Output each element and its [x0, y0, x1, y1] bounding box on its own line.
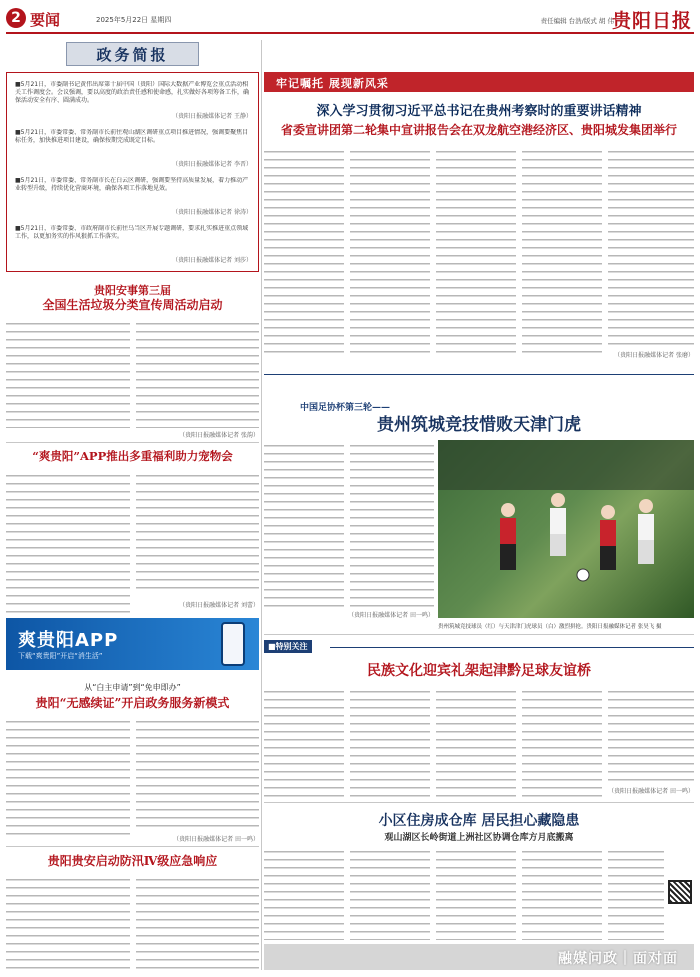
footer-banner [264, 944, 694, 970]
masthead [6, 6, 694, 34]
article-body [522, 846, 602, 940]
article-headline: 小区住房成仓库 居民担心藏隐患 [378, 813, 580, 829]
article-headline: “爽贵阳”APP推出多重福利助力宠物会 [32, 449, 233, 463]
article-body [136, 318, 259, 428]
section-rule [330, 647, 694, 648]
divider [264, 374, 694, 375]
qr-code-icon[interactable] [668, 880, 692, 904]
article-body [6, 874, 130, 970]
footer-banner-text: 融媒问政｜面对面 [558, 951, 678, 967]
article-body [136, 470, 259, 590]
article-byline: （贵阳日报融媒体记者 刘蕾） [179, 602, 259, 609]
gov-brief-item: ■5月21日，市委副书记黄伟出席第十届中国（贵阳）国际大数据产业博览会重点活动相关工作调度会。会议强调，要以高度的政治责任感和使命感，扎实做好各项筹备工作，确保活动安全有序、圆满成功。 （贵阳日报融媒体记者 王静） [15, 81, 252, 120]
article-headline: 贵阳“无感续证”开启政务服务新模式 [35, 696, 230, 710]
app-ad-title: 爽贵阳APP [18, 630, 119, 651]
issue-date: 2025年5月22日 星期四 [96, 16, 172, 24]
article-body [350, 146, 430, 356]
article-body [350, 686, 430, 798]
football-match-photo [438, 440, 694, 618]
article-body [608, 686, 694, 782]
article-body [608, 846, 664, 940]
article-byline: （贵阳日报融媒体记者 张磨） [614, 352, 694, 359]
app-ad-subtitle: 下载“爽贵阳”开启“消生活” [18, 652, 103, 660]
lead-banner-text: 牢记嘱托 展现新风采 [276, 77, 389, 90]
phone-icon [221, 622, 245, 666]
article-headline: 贵阳安事第三届 [94, 284, 171, 297]
article-body [350, 846, 430, 940]
article-subheadline: 观山湖区长岭街道上洲社区协调仓库方月底搬离 [384, 833, 574, 843]
article-body [264, 686, 344, 798]
divider [264, 802, 694, 803]
article-headline: 民族文化迎宾礼架起津黔足球友谊桥 [367, 663, 591, 679]
article-body [136, 716, 259, 832]
article-body [350, 440, 434, 608]
article-kicker: 中国足协杯第三轮—— [300, 403, 391, 413]
app-advertisement[interactable] [6, 618, 259, 670]
article-body [436, 686, 516, 798]
article-body [6, 716, 130, 838]
article-headline: 全国生活垃圾分类宣传周活动启动 [42, 298, 223, 312]
divider [264, 634, 694, 635]
players-illustration [438, 440, 694, 618]
article-body [436, 846, 516, 940]
article-kicker: 从“白主申请”到“免申即办” [84, 683, 181, 692]
article-byline: （贵阳日报融媒体记者 田一鸣） [173, 836, 259, 843]
newspaper-logo: 贵阳日报 [611, 10, 692, 32]
divider [6, 442, 259, 443]
page-name: 要闻 [30, 11, 61, 29]
article-body [136, 874, 259, 970]
article-headline: 贵州筑城竞技惜败天津门虎 [377, 415, 581, 435]
article-body [264, 846, 344, 940]
gov-brief-item: ■5月21日，市委常委、常务副市长在白云区调研，强调要坚持高质量发展，着力推动产业转型升级，持续优化营商环境，确保各项工作落地见效。 （贵阳日报融媒体记者 徐涛） [15, 177, 252, 216]
column-divider [261, 40, 262, 970]
divider [6, 846, 259, 847]
article-body [436, 146, 516, 356]
article-byline: （贵阳日报融媒体记者 田一鸣） [608, 788, 694, 795]
page-number: 2 [6, 8, 26, 28]
article-byline: （贵阳日报融媒体记者 田一鸣） [348, 612, 434, 619]
editors-credit: 责任编辑 台浩/版式 胡 伟 [540, 17, 614, 25]
lead-banner [264, 72, 694, 92]
article-body [6, 470, 130, 614]
article-body [6, 318, 130, 428]
section-label: ■特别关注 [264, 640, 312, 653]
article-headline: 贵阳贵安启动防汛Ⅳ级应急响应 [47, 854, 218, 868]
lead-subheadline: 省委宣讲团第二轮集中宣讲报告会在双龙航空港经济区、贵阳城发集团举行 [280, 123, 677, 137]
article-body [522, 146, 602, 356]
article-byline: （贵阳日报融媒体记者 张韵） [179, 432, 259, 439]
gov-brief-item: ■5月21日，市委常委、常务副市长前往观山湖区调研重点项目推进情况，强调要聚焦目标任务，加快推进项目建设，确保按期完成既定目标。 （贵阳日报融媒体记者 李晋） [15, 129, 252, 168]
gov-brief-title: 政务简报 [96, 46, 169, 64]
article-body [608, 146, 694, 346]
gov-brief-box [6, 72, 259, 272]
gov-brief-item: ■5月21日，市委常委、市政府副市长前往乌当区开展专题调研，要求扎实推进重点领域工作，以更加务实的作风狠抓工作落实。 （贵阳日报融媒体记者 刘莎） [15, 225, 252, 264]
lead-headline: 深入学习贯彻习近平总书记在贵州考察时的重要讲话精神 [316, 104, 642, 119]
photo-caption: 贵州筑城竞技球员（红）与天津津门虎球员（白）激烈拼抢。贵阳日报融媒体记者 张昊飞 摄 [438, 624, 662, 630]
article-body [264, 146, 344, 356]
article-body [522, 686, 602, 798]
article-body [264, 440, 344, 608]
gov-brief-header [6, 38, 259, 72]
